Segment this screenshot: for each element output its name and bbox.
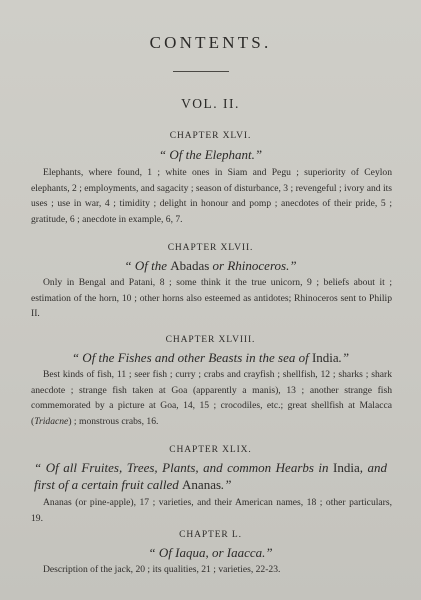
chapter-title-part: or Rhinoceros.” [209,258,297,273]
chapter-summary-text: Best kinds of fish, 11 ; seer fish ; curry ; crabs and crayfish ; shellfish, 12 ; sharks ; shark anecdote ; strange fish taken at Goa (apparently a manis), 13 ; another strange fish commemorated by a picture at Goa, 14, 15 ; crocodiles, etc.; great shellfish at Malacca ( [31,369,392,427]
chapter-title-part: .” [221,477,232,492]
volume-heading: VOL. II. [181,96,240,111]
chapter-number: CHAPTER XLVII. [167,243,254,253]
chapter-summary [31,495,392,526]
chapter-summary-text: Tridacne [34,415,69,427]
chapter-summary [31,165,392,227]
chapter-number: CHAPTER XLVI. [169,131,252,141]
chapter-title-part: India [311,350,339,365]
chapter-title-part: “ Of all Fruites, Trees, Plants, and common Hearbs in [34,460,334,475]
chapter-number: CHAPTER L. [179,530,242,540]
chapter-number: CHAPTER XLIX. [169,445,252,455]
chapter-number: CHAPTER XLVIII. [165,335,256,345]
chapter-summary-text: Elephants, where found, 1 ; white ones in Siam and Pegu ; superiority of Ceylon elephants, 2 ; employments, and sagacity ; season of disturbance, 3 ; revengeful ; ivory and its uses ; use in war, 4 ; timidity ; delight in honour and pomp ; anecdotes of their pride, 5 ; gratitude, 6 ; anecdote in example, 6, 7. [31,167,393,225]
chapter-summary-text: Description of the jack, 20 ; its qualities, 21 ; varieties, 22-23. [43,564,281,575]
chapter-title [34,459,387,493]
chapter-title-part: , and first of a certain fruit called [34,460,388,492]
chapter-summary-text: Only in Bengal and Patani, 8 ; some think it the true unicorn, 9 ; beliefs about it ; estimation of the horn, 10 ; other horns also esteemed as antidotes; Rhinoceros sent to Philip II. [31,277,392,320]
chapter-summary [31,275,392,322]
heading-rule [173,71,229,72]
chapter-title [0,258,421,274]
chapter-summary-text: Ananas (or pine-apple), 17 ; varieties, and their American names, 18 ; other particulars, 19. [31,497,392,524]
chapter-title-part: Ananas [182,477,222,492]
chapter-title-part: “ Of the Fishes and other Beasts in the sea of [71,350,312,365]
chapter-title [0,350,421,366]
page-heading: CONTENTS. [149,33,272,52]
chapter-summary [31,367,392,429]
chapter-summary [31,562,392,578]
chapter-title-part: India [333,460,360,475]
chapter-title-part: “ Of Iaqua, or Iaacca.” [148,545,273,560]
chapter-title-part: “ Of the [124,258,171,273]
chapter-title [0,147,421,163]
chapter-title-part: Abadas [170,258,210,273]
chapter-summary-text: ) ; monstrous crabs, 16. [68,415,159,427]
chapter-title-part: .” [338,350,350,365]
chapter-title-part: “ Of the Elephant.” [158,147,263,162]
chapter-title [0,545,421,561]
